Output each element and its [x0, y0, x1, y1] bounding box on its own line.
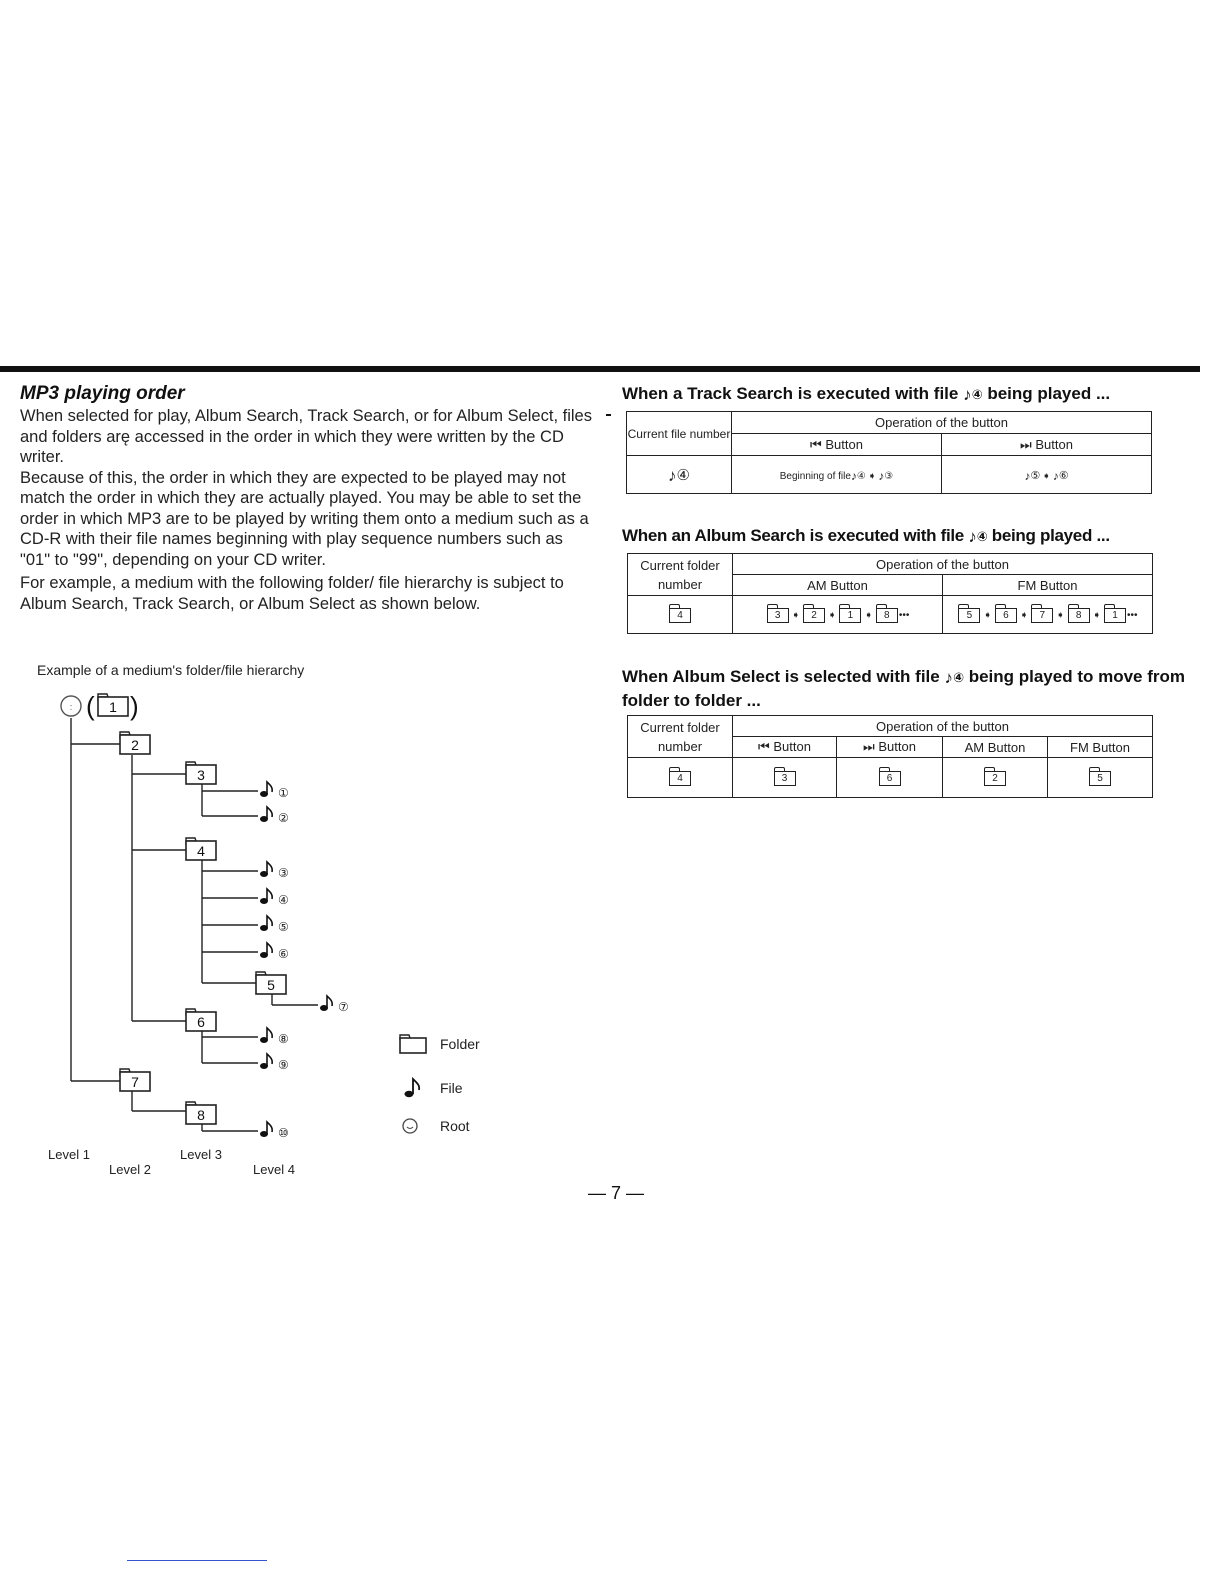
current-file-cell — [627, 456, 732, 494]
svg-text:③: ③ — [278, 866, 289, 880]
svg-text:2: 2 — [131, 737, 139, 753]
heading-text: When an Album Search is executed with file — [622, 526, 969, 545]
note-icon: ♪ — [1024, 468, 1031, 483]
file-1 — [260, 782, 289, 800]
folder-hierarchy-diagram — [40, 685, 370, 1155]
next-to: ⑥ — [1058, 469, 1069, 482]
intro-paragraph-1: When selected for play, Album Search, Track Search, or for Album Select, files and folders arę accessed in the order in which they were written by the CD writer. — [20, 407, 592, 466]
am-result-cell — [943, 758, 1048, 798]
operation-header: Operation of the button — [733, 716, 1153, 737]
album-search-table — [627, 553, 1153, 634]
svg-text:⑧: ⑧ — [278, 1032, 289, 1046]
heading-text-end: being played ... — [982, 384, 1111, 403]
am-button-header: AM Button — [943, 737, 1048, 758]
heading-file-number: ④ — [952, 670, 964, 685]
folder-icon: 3 — [767, 608, 789, 623]
file-10 — [260, 1122, 289, 1140]
next-result-cell — [837, 758, 943, 798]
folder-icon: 4 — [669, 608, 691, 623]
footer-line — [127, 1560, 267, 1561]
current-file-number: ④ — [676, 466, 690, 484]
arrow-icon: ➧ — [791, 610, 801, 622]
arrow-icon: ➧ — [1056, 610, 1065, 622]
folder-icon: 3 — [774, 771, 796, 786]
legend — [398, 1028, 538, 1148]
operation-header: Operation of the button — [732, 412, 1152, 434]
fm-button-header: FM Button — [943, 575, 1153, 596]
folder-icon: 2 — [803, 608, 825, 623]
prev-result-cell — [733, 758, 837, 798]
note-icon — [398, 1076, 430, 1100]
folder-7 — [120, 1069, 150, 1091]
fm-button-header: FM Button — [1048, 737, 1153, 758]
heading-file-number: ④ — [971, 387, 983, 402]
folder-6 — [186, 1009, 216, 1031]
svg-text:⑩: ⑩ — [278, 1126, 289, 1140]
legend-root — [398, 1112, 470, 1140]
root-folder — [98, 694, 128, 716]
current-folder-cell — [628, 758, 733, 798]
folder-icon: 5 — [958, 608, 980, 623]
next-from: ⑤ — [1030, 469, 1041, 482]
svg-text:⑦: ⑦ — [338, 1000, 349, 1014]
folder-icon: 2 — [984, 771, 1006, 786]
svg-text:⑨: ⑨ — [278, 1058, 289, 1072]
folder-5 — [256, 972, 286, 994]
margin-tick — [606, 414, 611, 416]
folder-icon: 8 — [876, 608, 898, 623]
svg-text:5: 5 — [267, 977, 275, 993]
svg-text:⑤: ⑤ — [278, 920, 289, 934]
folder-icon: 1 — [839, 608, 861, 623]
prev-button-header: ⏮ Button — [733, 737, 837, 758]
ellipsis: ••• — [1127, 610, 1138, 622]
album-select-table — [627, 715, 1153, 798]
current-folder-cell — [628, 596, 733, 634]
file-4 — [260, 889, 289, 907]
note-icon: ♪ — [968, 527, 977, 546]
heading-text: When a Track Search is executed with file — [622, 384, 964, 403]
note-icon: ♪ — [944, 668, 953, 687]
section-title: MP3 playing order — [20, 383, 185, 404]
root-icon — [398, 1114, 430, 1138]
root-icon — [61, 696, 81, 716]
example-caption: Example of a medium's folder/file hierarchy — [37, 662, 305, 678]
next-button-header: ⏭ Button — [942, 434, 1152, 456]
svg-text:①: ① — [278, 786, 289, 800]
current-folder-header: Current folder number — [628, 716, 733, 758]
am-button-header: AM Button — [733, 575, 943, 596]
folder-icon: 1 — [1104, 608, 1126, 623]
intro-paragraph-3: For example, a medium with the following folder/ file hierarchy is subject to Album Search, Track Search, or Album Select as shown below. — [20, 574, 564, 613]
level-2-label: Level 2 — [109, 1162, 151, 1177]
level-1-label: Level 1 — [48, 1147, 90, 1162]
svg-text:②: ② — [278, 811, 289, 825]
legend-file-label: File — [440, 1080, 463, 1096]
ellipsis: ••• — [898, 610, 910, 622]
level-3-label: Level 3 — [180, 1147, 222, 1162]
track-search-heading — [622, 382, 1200, 406]
folder-icon: 5 — [1089, 771, 1111, 786]
legend-root-label: Root — [440, 1118, 470, 1134]
level-4-label: Level 4 — [253, 1162, 295, 1177]
current-file-header: Current file number — [627, 412, 732, 456]
svg-text:): ) — [130, 691, 139, 721]
folder-4 — [186, 838, 216, 860]
current-folder-header: Current folder number — [628, 554, 733, 596]
folder-8 — [186, 1102, 216, 1124]
svg-text:7: 7 — [131, 1074, 139, 1090]
arrow-icon: ➧ — [983, 610, 992, 622]
svg-text:4: 4 — [197, 843, 205, 859]
folder-icon: 4 — [669, 771, 691, 786]
track-search-table — [626, 411, 1152, 494]
legend-folder — [398, 1030, 480, 1058]
folder-icon: 6 — [995, 608, 1017, 623]
next-result-cell — [942, 456, 1152, 494]
file-6 — [260, 943, 289, 961]
fm-sequence-cell — [943, 596, 1153, 634]
file-9 — [260, 1054, 289, 1072]
prev-result-cell — [732, 456, 942, 494]
arrow-icon: ➧ — [1042, 470, 1051, 482]
arrow-icon: ➧ — [1019, 610, 1029, 622]
prev-result-text: Beginning of file — [779, 470, 851, 482]
svg-text:3: 3 — [197, 767, 205, 783]
svg-text:8: 8 — [197, 1107, 205, 1123]
svg-text:1: 1 — [109, 699, 117, 715]
file-5 — [260, 916, 289, 934]
folder-icon: 7 — [1031, 608, 1053, 623]
intro-section — [20, 383, 595, 614]
file-3 — [260, 862, 289, 880]
note-icon: ♪ — [668, 465, 677, 485]
arrow-icon: ➧ — [867, 470, 877, 482]
prev-from: ④ — [856, 470, 866, 482]
page-number: — 7 — — [588, 1183, 645, 1203]
svg-text:⑥: ⑥ — [278, 947, 289, 961]
folder-icon: 8 — [1068, 608, 1090, 623]
heading-file-number: ④ — [976, 529, 988, 544]
next-button-header: ⏭ Button — [837, 737, 943, 758]
intro-paragraph-2: Because of this, the order in which they are expected to be played may not match the order in which they are actually played. You may be able to set the order in which MP3 are to be played by writing them onto a medium such as a CD-R with their file names beginning with play sequence numbers such as "01" to "99", depending on your CD writer. — [20, 468, 589, 569]
am-sequence-cell — [733, 596, 943, 634]
fm-result-cell — [1048, 758, 1153, 798]
heading-text: When Album Select is selected with file — [622, 667, 945, 686]
album-select-heading — [622, 665, 1200, 712]
operation-header: Operation of the button — [733, 554, 1153, 575]
svg-text:④: ④ — [278, 893, 289, 907]
heading-text-end: being played to move from folder to folder ... — [622, 667, 1186, 710]
legend-folder-label: Folder — [440, 1036, 480, 1052]
arrow-icon: ➧ — [828, 610, 837, 622]
prev-button-header: ⏮ Button — [732, 434, 942, 456]
arrow-icon: ➧ — [1092, 610, 1102, 622]
folder-icon — [398, 1032, 430, 1056]
note-icon: ♪ — [963, 385, 972, 404]
folder-2 — [120, 732, 150, 754]
legend-file — [398, 1074, 463, 1102]
heading-text-end: being played ... — [987, 526, 1110, 545]
svg-text:(: ( — [86, 691, 95, 721]
file-2 — [260, 807, 289, 825]
file-7 — [320, 996, 349, 1014]
top-rule — [0, 366, 1200, 372]
prev-to: ③ — [884, 470, 894, 482]
svg-text:6: 6 — [197, 1014, 205, 1030]
arrow-icon: ➧ — [864, 610, 873, 622]
folder-3 — [186, 762, 216, 784]
folder-icon: 6 — [879, 771, 901, 786]
svg-text::: : — [69, 702, 73, 712]
note-icon: ♪ — [878, 468, 885, 483]
album-search-heading — [622, 524, 1200, 548]
note-icon: ♪ — [1052, 468, 1059, 483]
file-8 — [260, 1028, 289, 1046]
note-icon: ♪ — [850, 468, 857, 483]
